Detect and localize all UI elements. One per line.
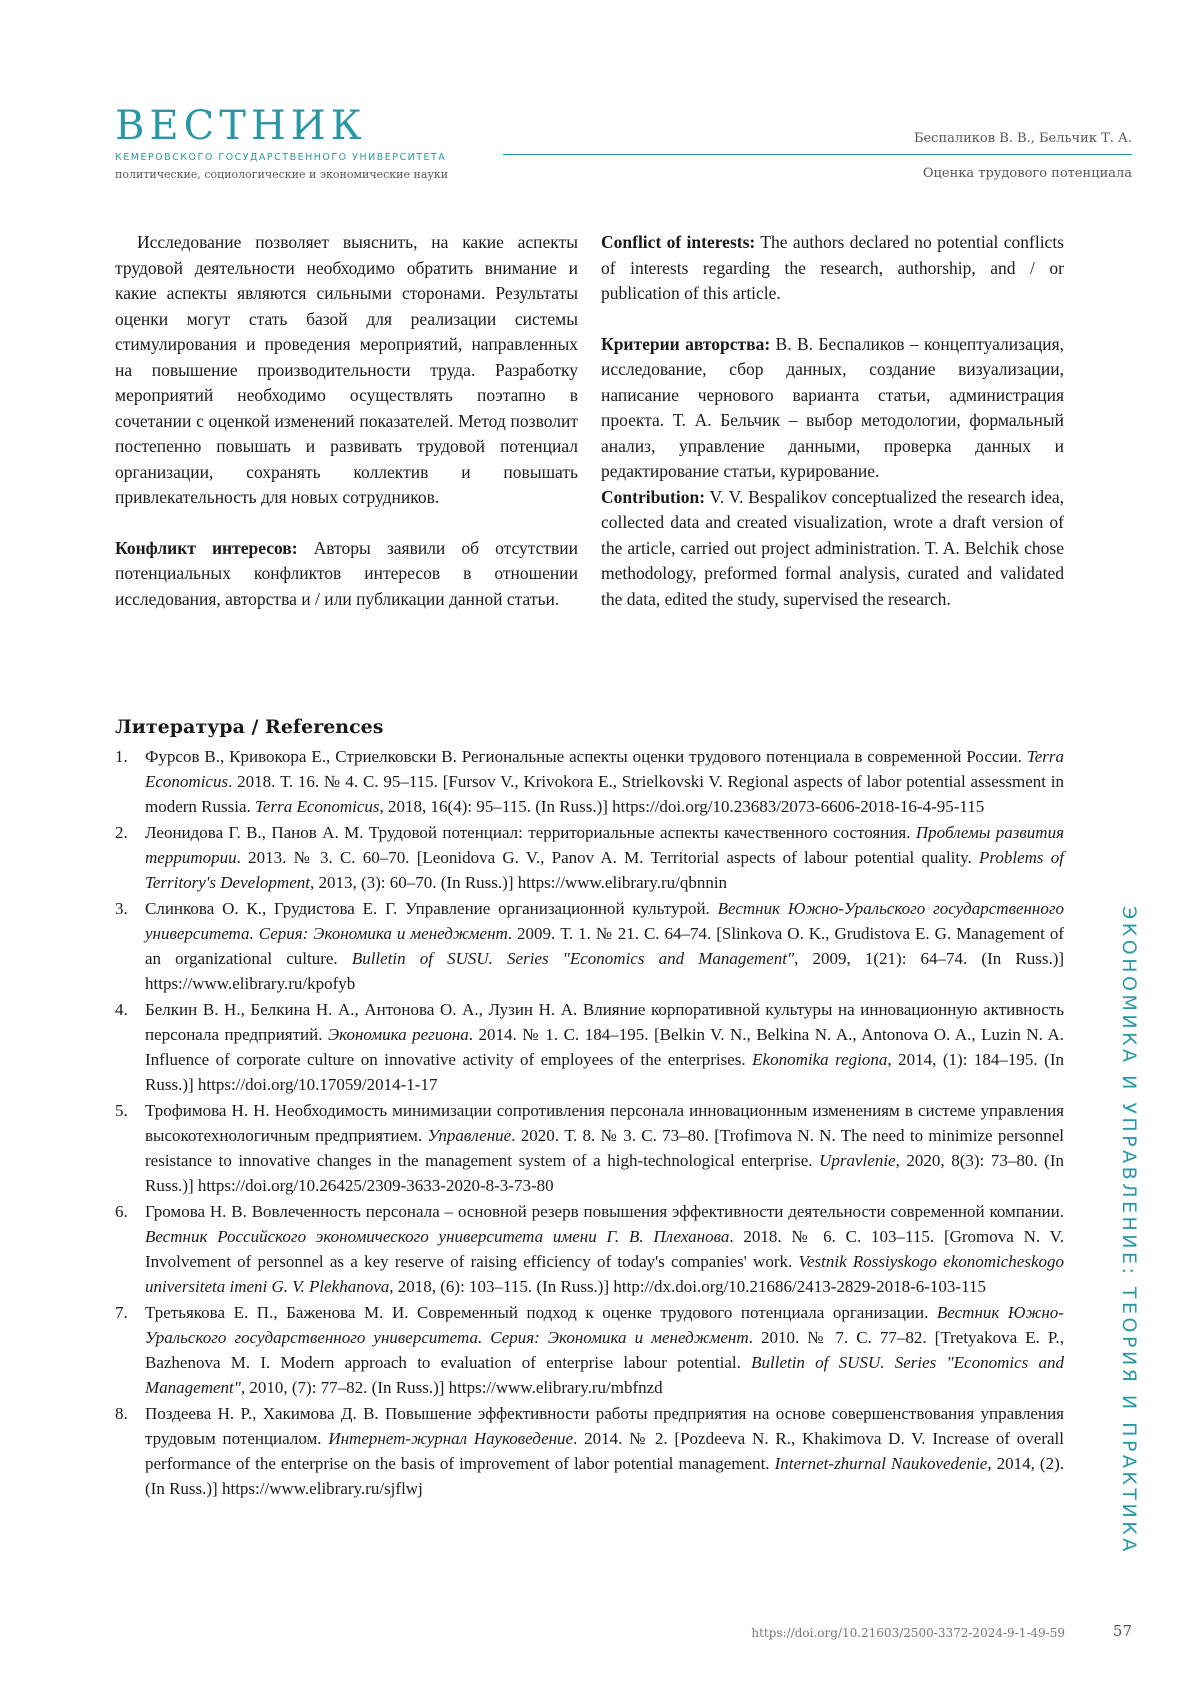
reference-text: . 2020. Т. 8. № 3. С. 73–80. [Trofimova N. N. The need to minimize personnel resistance to innovative changes in the management system of a high-technological enterprise. — [145, 1126, 1064, 1170]
reference-text: Поздеева Н. Р., Хакимова Д. В. Повышение эффективности работы предприятия на основе совершенствования управления трудовым потенциалом. — [145, 1404, 1064, 1448]
reference-number: 8. — [115, 1404, 128, 1423]
side-section-label: ЭКОНОМИКА И УПРАВЛЕНИЕ: ТЕОРИЯ И ПРАКТИКА — [1118, 906, 1140, 1555]
reference-text: . 2018. № 6. С. 103–115. [Gromova N. V. Involvement of personnel as a key reserve of raising efficiency of today's companies' work. — [145, 1227, 1064, 1271]
conflict-label-en: Conflict of interests: — [601, 232, 756, 252]
contribution-label: Contribution: — [601, 486, 706, 507]
reference-item — [115, 1300, 1064, 1400]
reference-source-title: Вестник Южно-Уральского государственного университета. Серия: Экономика и менеджмент — [145, 1303, 1064, 1347]
reference-item — [115, 820, 1064, 895]
reference-number: 1. — [115, 747, 128, 766]
conflict-of-interest-ru — [115, 536, 578, 613]
right-column — [601, 230, 1064, 612]
reference-source-title: Terra Economicus — [145, 747, 1064, 791]
reference-source-title: Terra Economicus — [255, 797, 380, 816]
reference-text: . 2010. № 7. С. 77–82. [Tretyakova E. P., Bazhenova M. I. Modern approach to evaluation of enterprise labour potential. — [145, 1328, 1064, 1372]
journal-title: ВЕСТНИК — [115, 103, 367, 149]
reference-text: , 2009, 1(21): 64–74. (In Russ.)] https://www.elibrary.ru/kpofyb — [145, 949, 1065, 993]
journal-subtitle: КЕМЕРОВСКОГО ГОСУДАРСТВЕННОГО УНИВЕРСИТЕТА — [115, 152, 447, 163]
reference-source-title: Вестник Российского экономического университета имени Г. В. Плеханова — [145, 1227, 730, 1246]
header-short-title: Оценка трудового потенциала — [922, 166, 1132, 181]
reference-source-title: Bulletin of SUSU. Series "Economics and Management" — [145, 1353, 1065, 1397]
reference-number: 2. — [115, 823, 128, 842]
reference-text: , 2020, 8(3): 73–80. (In Russ.)] https://doi.org/10.26425/2309-3633-2020-8-3-73-80 — [145, 1151, 1064, 1195]
reference-item — [115, 1199, 1064, 1299]
reference-text: . 2009. Т. 1. № 21. С. 64–74. [Slinkova O. K., Grudistova E. G. Management of an organizational culture. — [145, 924, 1064, 968]
reference-text: Слинкова О. К., Грудистова Е. Г. Управление организационной культурой. — [145, 899, 718, 918]
conflict-text-ru: Авторы заявили об отсутствии потенциальных конфликтов интересов в отношении исследования, авторства и / или публикации данной статьи. — [115, 537, 579, 609]
reference-text: Трофимова Н. Н. Необходимость минимизации сопротивления персонала инновационным изменениям в системе управления высокотехнологичным предприятием. — [145, 1101, 1064, 1145]
references-list — [115, 744, 1064, 1501]
reference-source-title: Интернет-журнал Науковедение — [328, 1429, 574, 1448]
page-number: 57 — [1112, 1622, 1132, 1640]
reference-text: . 2014. № 1. С. 184–195. [Belkin V. N., Belkina N. A., Antonova O. A., Luzin N. A. Influence of corporate culture on innovative activity of employees of the enterprises. — [145, 1025, 1064, 1069]
criteria-label: Критерии авторства: — [601, 333, 771, 354]
reference-source-title: Вестник Южно-Уральского государственного университета. Серия: Экономика и менеджмент — [145, 899, 1064, 943]
reference-text: Белкин В. Н., Белкина Н. А., Антонова О. А., Лузин Н. А. Влияние корпоративной культуры на инновационную активность персонала предприятий. — [145, 1000, 1064, 1044]
reference-text: . 2013. № 3. С. 60–70. [Leonidova G. V., Panov A. M. Territorial aspects of labour potential quality. — [236, 848, 980, 867]
reference-text: , 2010, (7): 77–82. (In Russ.)] https://www.elibrary.ru/mbfnzd — [240, 1378, 663, 1397]
reference-text: , 2013, (3): 60–70. (In Russ.)] https://www.elibrary.ru/qbnnin — [309, 873, 728, 892]
left-column — [115, 230, 578, 612]
conflict-of-interest-en — [601, 230, 1064, 307]
references-section — [115, 714, 1064, 1502]
contribution — [601, 485, 1064, 613]
reference-text: Громова Н. В. Вовлеченность персонала – основной резерв повышения эффективности деятельности современной компании. — [145, 1202, 1064, 1221]
reference-item — [115, 744, 1064, 819]
reference-source-title: Upravlenie — [819, 1151, 896, 1170]
reference-number: 7. — [115, 1303, 128, 1322]
footer-doi[interactable]: https://doi.org/10.21603/2500-3372-2024-9-1-49-59 — [751, 1626, 1065, 1640]
reference-text: . 2018. Т. 16. № 4. С. 95–115. [Fursov V., Krivokora E., Strielkovski V. Regional aspects of labor potential assessment in modern Russia. — [145, 772, 1064, 816]
reference-text: , 2018, 16(4): 95–115. (In Russ.)] https://doi.org/10.23683/2073-6606-2018-16-4-95-115 — [379, 797, 985, 816]
reference-source-title: Экономика региона — [328, 1025, 469, 1044]
reference-source-title: Bulletin of SUSU. Series "Economics and Management" — [351, 949, 795, 968]
reference-source-title: Internet-zhurnal Naukovedenie — [774, 1454, 988, 1473]
reference-number: 4. — [115, 1000, 128, 1019]
reference-source-title: Ekonomika regiona — [752, 1050, 888, 1069]
authorship-criteria — [601, 332, 1064, 485]
reference-text: Третьякова Е. П., Баженова М. И. Современный подход к оценке трудового потенциала организации. — [145, 1303, 937, 1322]
conflict-label-ru: Конфликт интересов: — [115, 537, 298, 558]
journal-series: политические, социологические и экономические науки — [115, 168, 449, 181]
reference-item — [115, 1401, 1064, 1501]
header-rule — [503, 154, 1132, 155]
conflict-text-en: The authors declared no potential conflicts of interests regarding the research, authorship, and / or publication of this article. — [601, 232, 1064, 303]
reference-source-title: Problems of Territory's Development — [145, 848, 1064, 892]
header-authors: Беспаликов В. В., Бельчик Т. А. — [913, 131, 1132, 146]
conclusion-paragraph: Исследование позволяет выяснить, на какие аспекты трудовой деятельности необходимо обратить внимание и какие аспекты являются сильными сторонами. Результаты оценки могут стать базой для реализации системы стимулирования и проведения мероприятий, направленных на повышение производительности труда. Разработку мероприятий необходимо осуществлять поэтапно в сочетании с оценкой изменений показателей. Метод позволит постепенно повышать и развивать трудовой потенциал организации, сохранять коллектив и повышать привлекательность для новых сотрудников. — [115, 232, 578, 507]
reference-source-title: Vestnik Rossiyskogo ekonomicheskogo universiteta imeni G. V. Plekhanova — [145, 1252, 1064, 1296]
reference-item — [115, 896, 1064, 996]
contribution-text: V. V. Bespalikov conceptualized the research idea, collected data and created visualization, wrote a draft version of the article, carried out project administration. T. A. Belchik chose methodology, preformed formal analysis, curated and validated the data, edited the study, supervised the research. — [601, 486, 1064, 609]
reference-item — [115, 997, 1064, 1097]
references-heading: Литература / References — [115, 716, 384, 738]
criteria-text: В. В. Беспаликов – концептуализация, исследование, сбор данных, создание визуализации, написание чернового варианта статьи, администрация проекта. Т. А. Бельчик – выбор методологии, формальный анализ, управление данными, проверка данных и редактирование статьи, курирование. — [601, 333, 1064, 481]
reference-number: 6. — [115, 1202, 128, 1221]
reference-text: . 2014. № 2. [Pozdeeva N. R., Khakimova D. V. Increase of overall performance of the enterprise on the basis of improvement of labor potential management. — [145, 1429, 1064, 1473]
reference-text: , 2014, (1): 184–195. (In Russ.)] https://doi.org/10.17059/2014-1-17 — [145, 1050, 1064, 1094]
reference-number: 3. — [115, 899, 128, 918]
reference-text: , 2014, (2). (In Russ.)] https://www.elibrary.ru/sjflwj — [145, 1454, 1065, 1498]
reference-number: 5. — [115, 1101, 128, 1120]
reference-item — [115, 1098, 1064, 1198]
reference-text: Фурсов В., Кривокора Е., Стриелковски В. Региональные аспекты оценки трудового потенциала в современной России. — [145, 747, 1027, 766]
reference-source-title: Управление — [427, 1126, 512, 1145]
reference-text: , 2018, (6): 103–115. (In Russ.)] http://dx.doi.org/10.21686/2413-2829-2018-6-103-115 — [389, 1277, 986, 1296]
reference-source-title: Проблемы развития территории — [145, 823, 1064, 867]
reference-text: Леонидова Г. В., Панов А. М. Трудовой потенциал: территориальные аспекты качественного состояния. — [145, 823, 916, 842]
